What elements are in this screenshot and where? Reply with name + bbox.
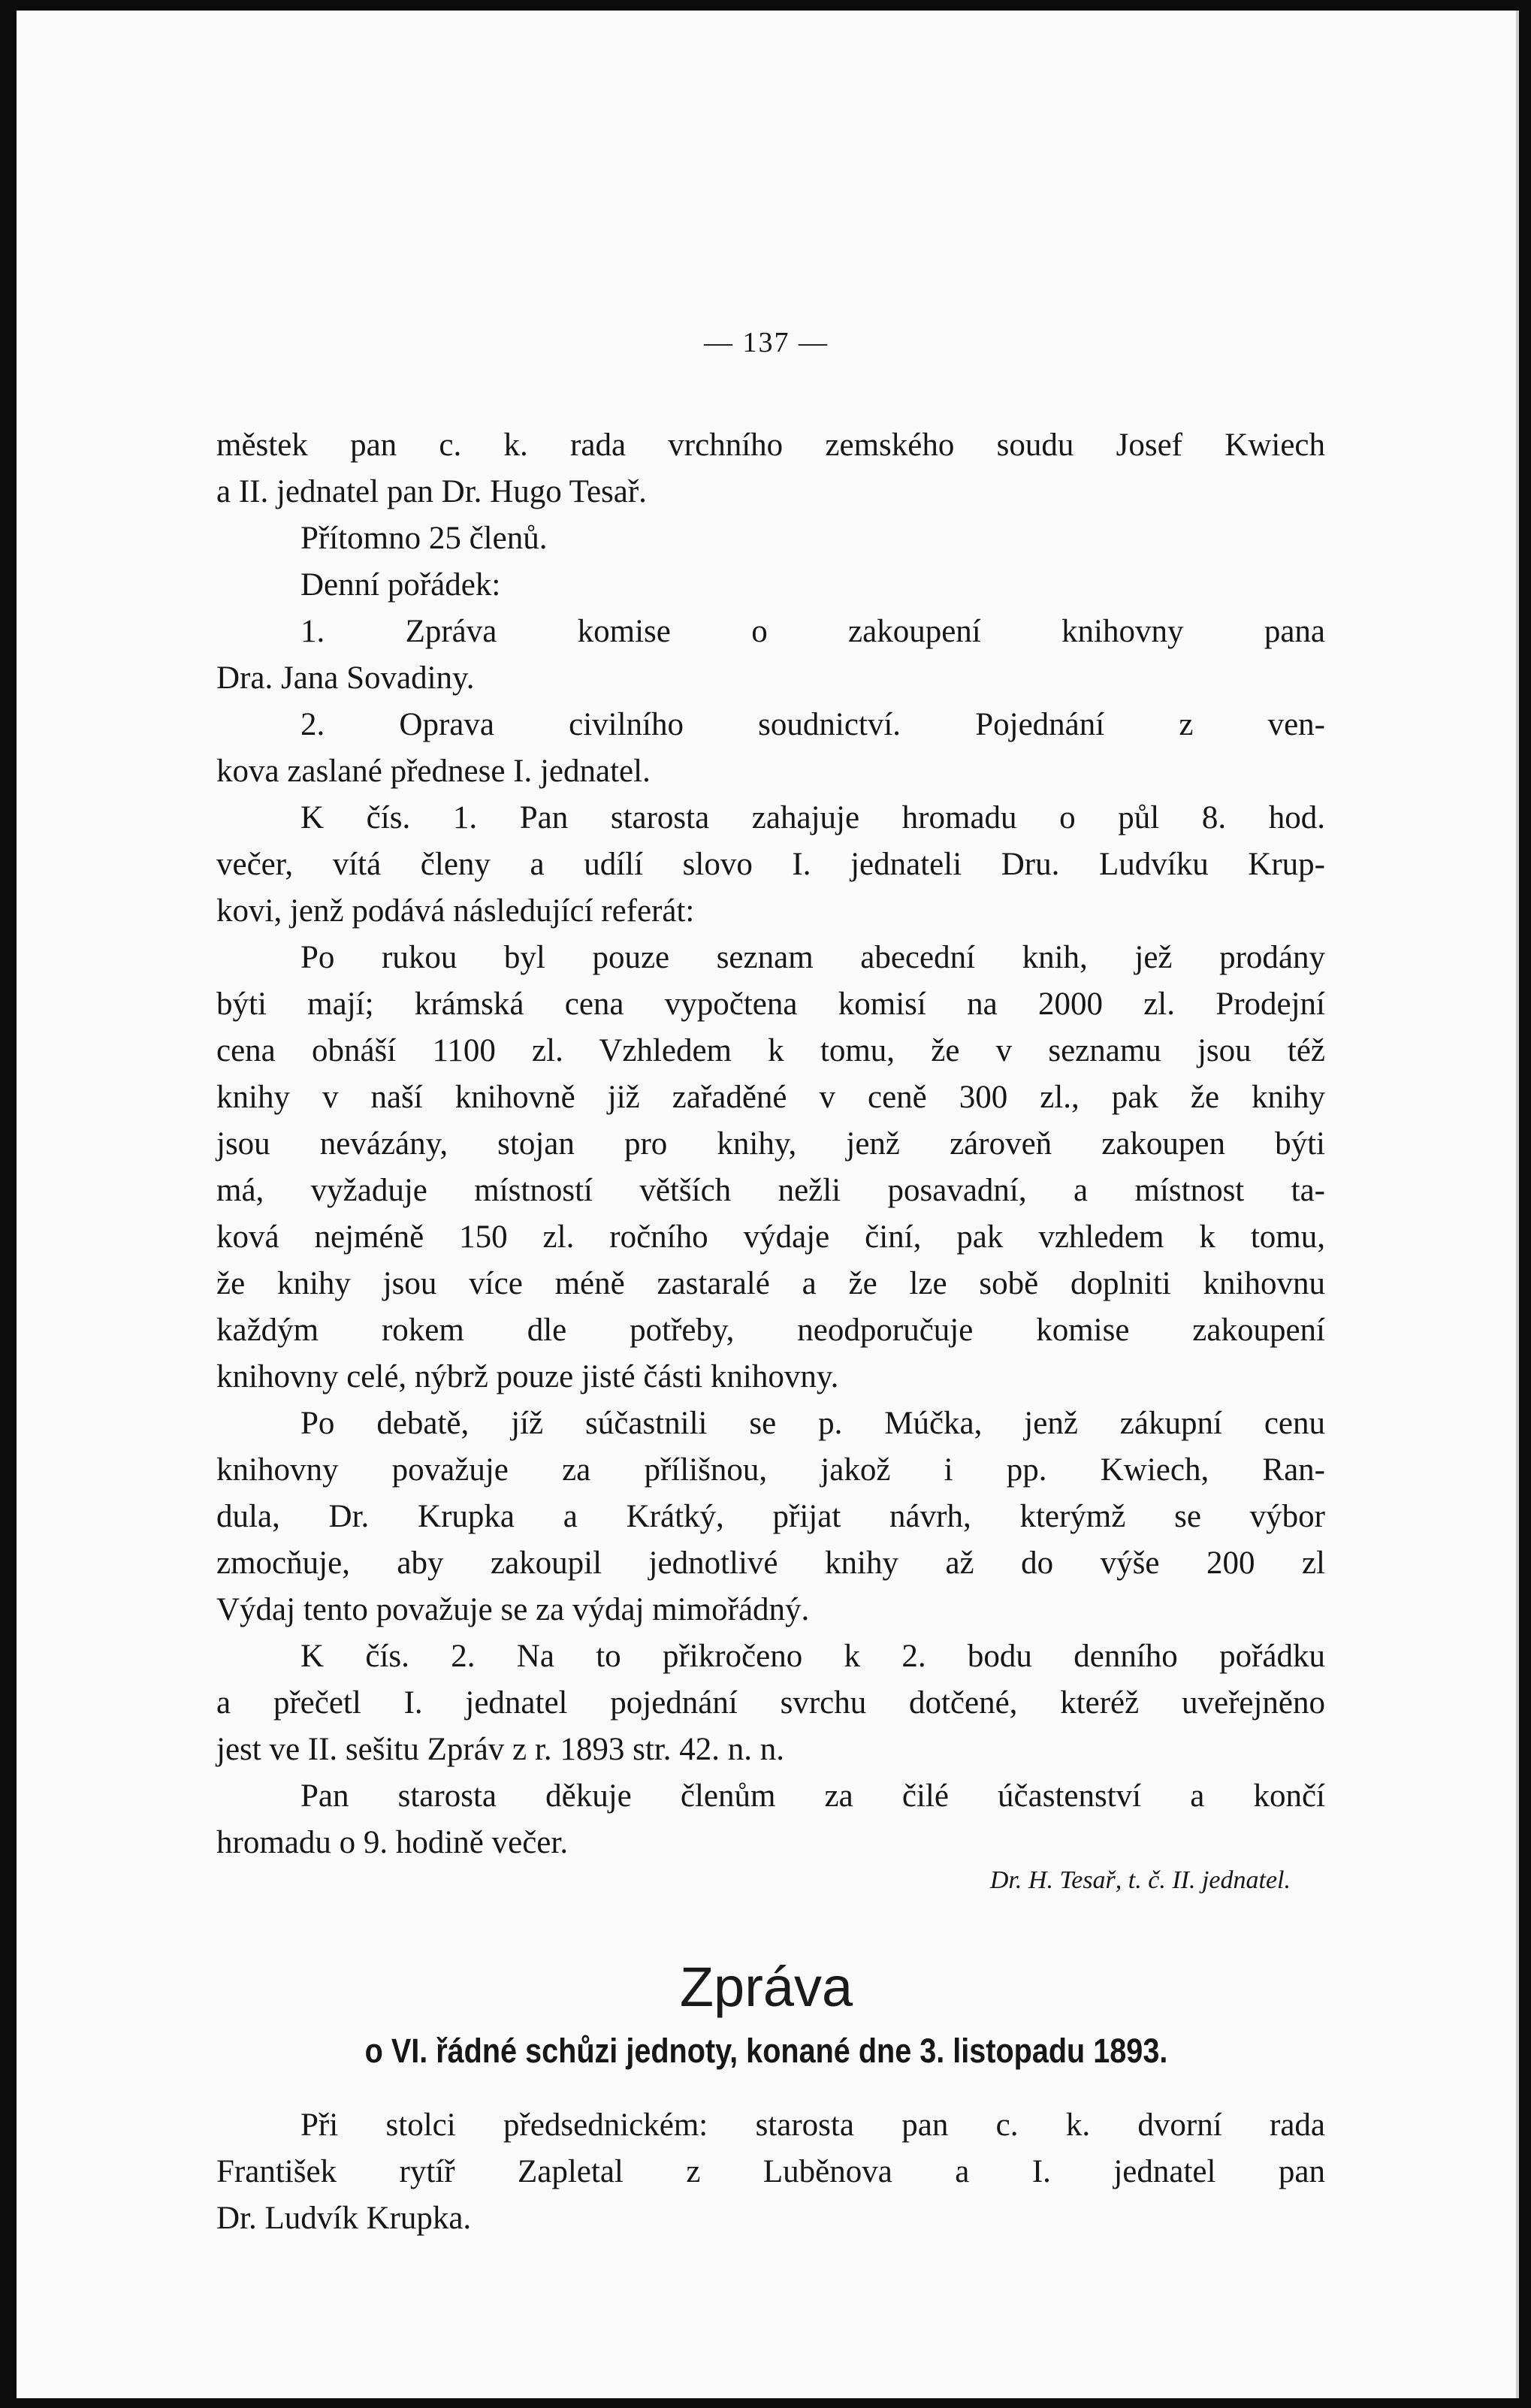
page-number: — 137 —: [704, 327, 829, 358]
section-subheading: o VI. řádné schůzi jednoty, konané dne 3. listopadu 1893.: [364, 2032, 1168, 2070]
section-heading: Zpráva: [679, 1956, 853, 2018]
page-sheet: [17, 11, 1519, 2398]
text-line: dula, Dr. Krupka a Krátký, přijat návrh, kterýmž se výbor: [216, 1499, 1325, 1534]
text-line: Přítomno 25 členů.: [300, 521, 548, 556]
text-line: ková nejméně 150 zl. ročního výdaje činí, pak vzhledem k tomu,: [216, 1219, 1325, 1255]
text-line: jsou nevázány, stojan pro knihy, jenž zároveň zakoupen býti: [216, 1126, 1325, 1162]
document-page: [17, 11, 1516, 2398]
text-line: býti mají; krámská cena vypočtena komisí na 2000 zl. Prodejní: [216, 986, 1325, 1022]
text-line: František rytíř Zapletal z Luběnova a I. jednatel pan: [216, 2154, 1325, 2189]
body-section-1: [216, 422, 1325, 1866]
text-line: K čís. 1. Pan starosta zahajuje hromadu o půl 8. hod.: [300, 800, 1325, 835]
text-line: Pan starosta děkuje členům za čilé účastenství a končí: [300, 1778, 1325, 1814]
signature: [990, 1866, 1291, 1895]
text-line: knihovny považuje za přílišnou, jakož i pp. Kwiech, Ran-: [216, 1452, 1325, 1488]
text-line: zmocňuje, aby zakoupil jednotlivé knihy až do výše 200 zl: [216, 1545, 1325, 1581]
body-section-2: [216, 2102, 1325, 2242]
text-line: a II. jednatel pan Dr. Hugo Tesař.: [216, 474, 647, 509]
text-line: hromadu o 9. hodině večer.: [216, 1825, 569, 1860]
text-line: cena obnáší 1100 zl. Vzhledem k tomu, že v seznamu jsou též: [216, 1033, 1325, 1068]
text-line: Dr. Ludvík Krupka.: [216, 2201, 472, 2236]
agenda-item-2: 2. Oprava civilního soudnictví. Pojednání z ven-: [300, 707, 1325, 742]
text-line: městek pan c. k. rada vrchního zemského soudu Josef Kwiech: [216, 428, 1325, 463]
text-line: Po debatě, jíž súčastnili se p. Múčka, jenž zákupní cenu: [300, 1406, 1325, 1441]
text-line: jest ve II. sešitu Zpráv z r. 1893 str. 42. n. n.: [216, 1732, 784, 1767]
text-line: knihy v naší knihovně již zařaděné v ceně 300 zl., pak že knihy: [216, 1080, 1325, 1115]
text-line: večer, vítá členy a udílí slovo I. jednateli Dru. Ludvíku Krup-: [216, 847, 1325, 882]
text-line: knihovny celé, nýbrž pouze jisté části knihovny.: [216, 1359, 839, 1394]
text-line: Denní pořádek:: [300, 567, 501, 603]
signature-text: Dr. H. Tesař, t. č. II. jednatel.: [989, 1866, 1291, 1894]
text-line: má, vyžaduje místností větších nežli posavadní, a místnost ta-: [216, 1173, 1325, 1208]
text-line: každým rokem dle potřeby, neodporučuje komise zakoupení: [216, 1313, 1325, 1348]
text-line: kovi, jenž podává následující referát:: [216, 893, 695, 929]
text-line: Dra. Jana Sovadiny.: [216, 660, 475, 696]
text-line: Po rukou byl pouze seznam abecední knih, jež prodány: [300, 940, 1325, 975]
text-line: a přečetl I. jednatel pojednání svrchu dotčené, kteréž uveřejněno: [216, 1685, 1325, 1721]
agenda-item-1: 1. Zpráva komise o zakoupení knihovny pana: [300, 614, 1325, 649]
text-line: Při stolci předsednickém: starosta pan c. k. dvorní rada: [300, 2107, 1325, 2143]
text-line: Výdaj tento považuje se za výdaj mimořádný.: [216, 1592, 810, 1627]
text-line: K čís. 2. Na to přikročeno k 2. bodu denního pořádku: [300, 1639, 1325, 1674]
text-line: že knihy jsou více méně zastaralé a že lze sobě doplniti knihovnu: [216, 1266, 1325, 1301]
text-line: kova zaslané přednese I. jednatel.: [216, 754, 651, 789]
